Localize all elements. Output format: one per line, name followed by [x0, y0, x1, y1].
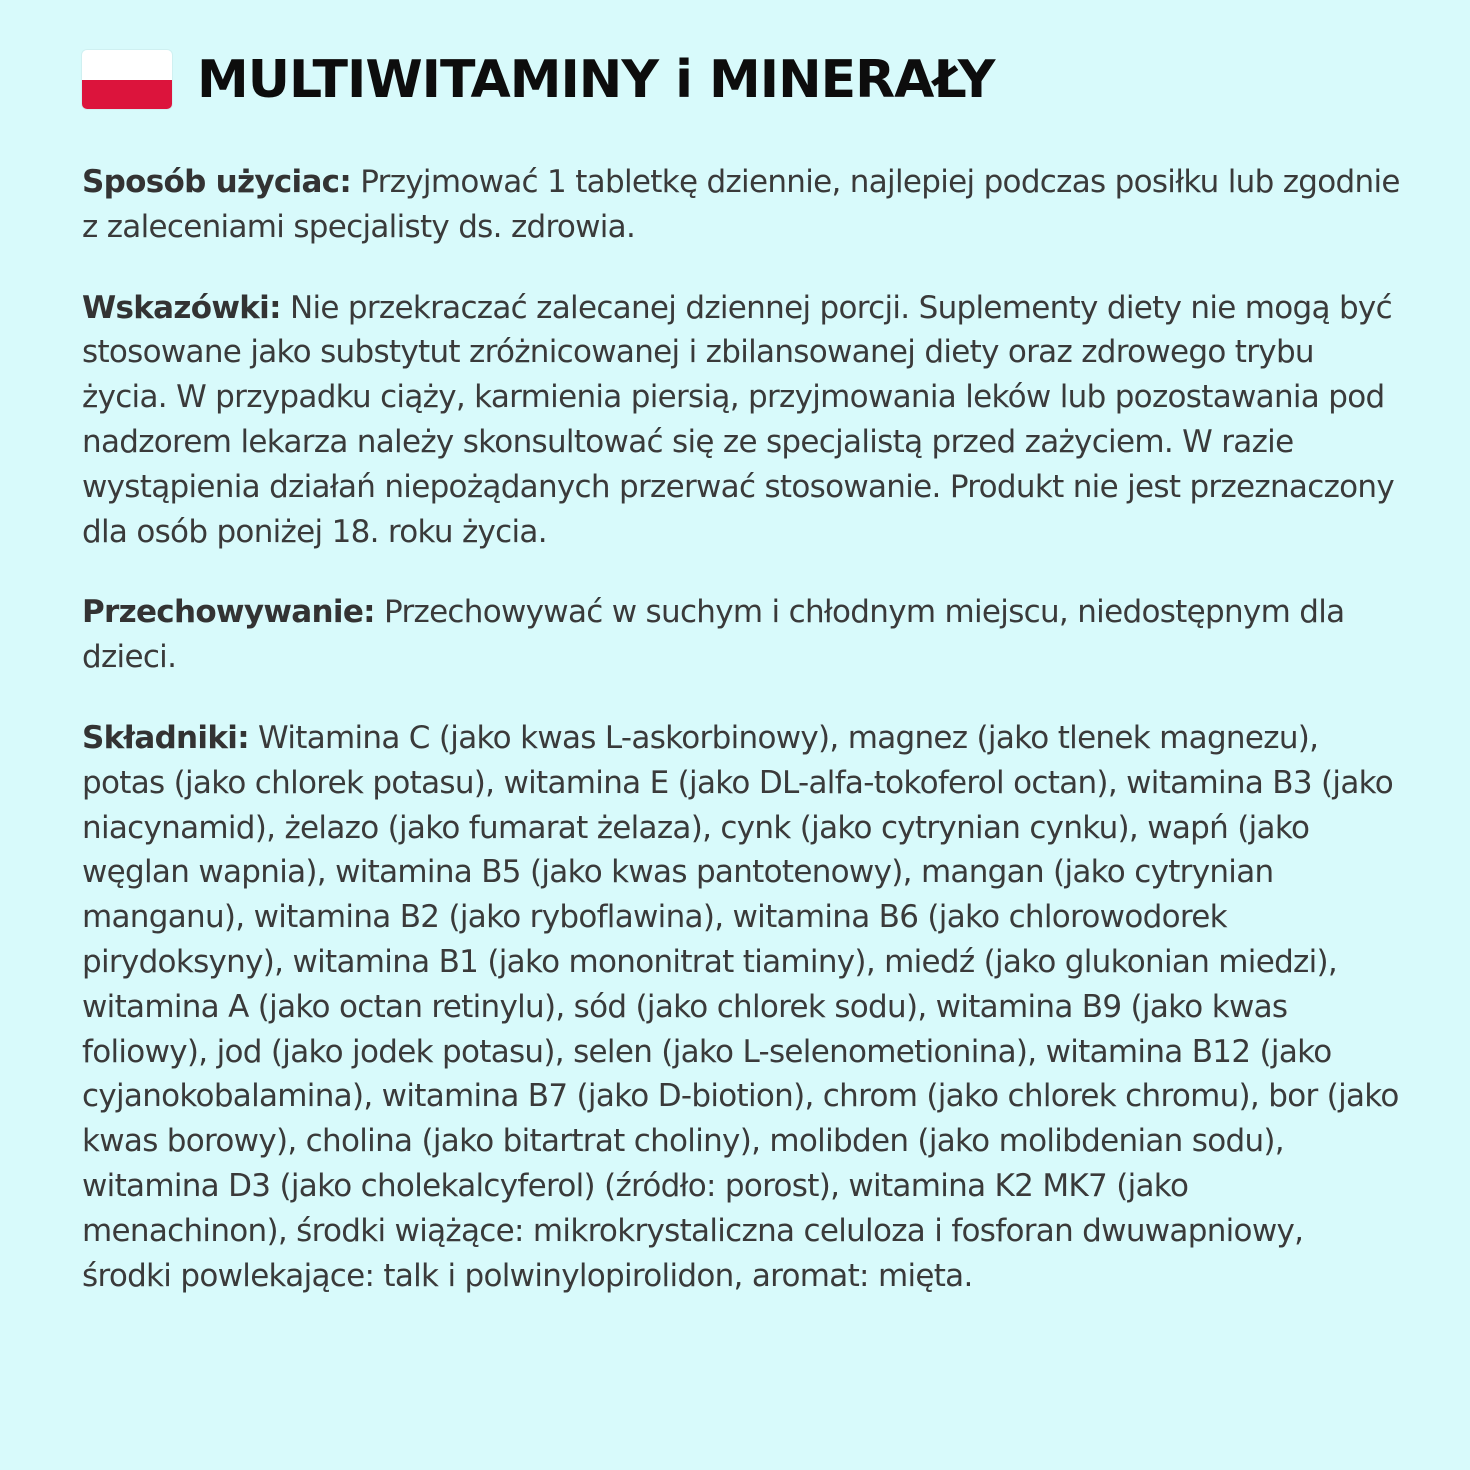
- section-ingredients-text: Witamina C (jako kwas L-askorbinowy), magnez (jako tlenek magnezu), potas (jako chlorek potasu), witamina E (jako DL-alfa-tokoferol octan), witamina B3 (jako niacynamid), żelazo (jako fumarat żelaza), cynk (jako cytrynian cynku), wapń (jako węglan wapnia), witamina B5 (jako kwas pantotenowy), mangan (jako cytrynian manganu), witamina B2 (jako ryboflawina), witamina B6 (jako chlorowodorek pirydoksyny), witamina B1 (jako mononitrat tiaminy), miedź (jako glukonian miedzi), witamina A (jako octan retinylu), sód (jako chlorek sodu), witamina B9 (jako kwas foliowy), jod (jako jodek potasu), selen (jako L-selenometionina), witamina B12 (jako cyjanokobalamina), witamina B7 (jako D-biotion), chrom (jako chlorek chromu), bor (jako kwas borowy), cholina (jako bitartrat choliny), molibden (jako molibdenian sodu), witamina D3 (jako cholekalcyferol) (źródło: porost), witamina K2 MK7 (jako menachinon), środki wiążące: mikrokrystaliczna celuloza i fosforan dwuwapniowy, środki powlekające: talk i polwinylopirolidon, aromat: mięta.: [82, 719, 1399, 1294]
- flag-white-stripe: [82, 50, 172, 80]
- section-usage-label: Sposób użyciac:: [82, 164, 352, 200]
- flag-red-stripe: [82, 80, 172, 110]
- page-title: MULTIWITAMINY i MINERAŁY: [197, 49, 995, 110]
- section-storage-label: Przechowywanie:: [82, 594, 375, 631]
- header: [82, 50, 994, 109]
- section-warnings: [82, 286, 1400, 555]
- section-ingredients-label: Składniki:: [82, 719, 249, 756]
- sections: [82, 160, 1400, 1298]
- section-storage: [82, 590, 1400, 680]
- poland-flag-icon: [82, 50, 172, 109]
- section-storage-text: Przechowywać w suchym i chłodnym miejscu, niedostępnym dla dzieci.: [82, 594, 1345, 676]
- section-usage-text: Przyjmować 1 tabletkę dziennie, najlepiej podczas posiłku lub zgodnie z zaleceniami specjalisty ds. zdrowia.: [82, 164, 1400, 245]
- section-warnings-label: Wskazówki:: [82, 289, 281, 326]
- section-usage: [82, 160, 1400, 250]
- section-ingredients: [82, 716, 1400, 1298]
- section-warnings-text: Nie przekraczać zalecanej dziennej porcji. Suplementy diety nie mogą być stosowane jako substytut zróżnicowanej i zbilansowanej diety oraz zdrowego trybu życia. W przypadku ciąży, karmienia piersią, przyjmowania leków lub pozostawania pod nadzorem lekarza należy skonsultować się ze specjalistą przed zażyciem. W razie wystąpienia działań niepożądanych przerwać stosowanie. Produkt nie jest przeznaczony dla osób poniżej 18. roku życia.: [82, 289, 1394, 550]
